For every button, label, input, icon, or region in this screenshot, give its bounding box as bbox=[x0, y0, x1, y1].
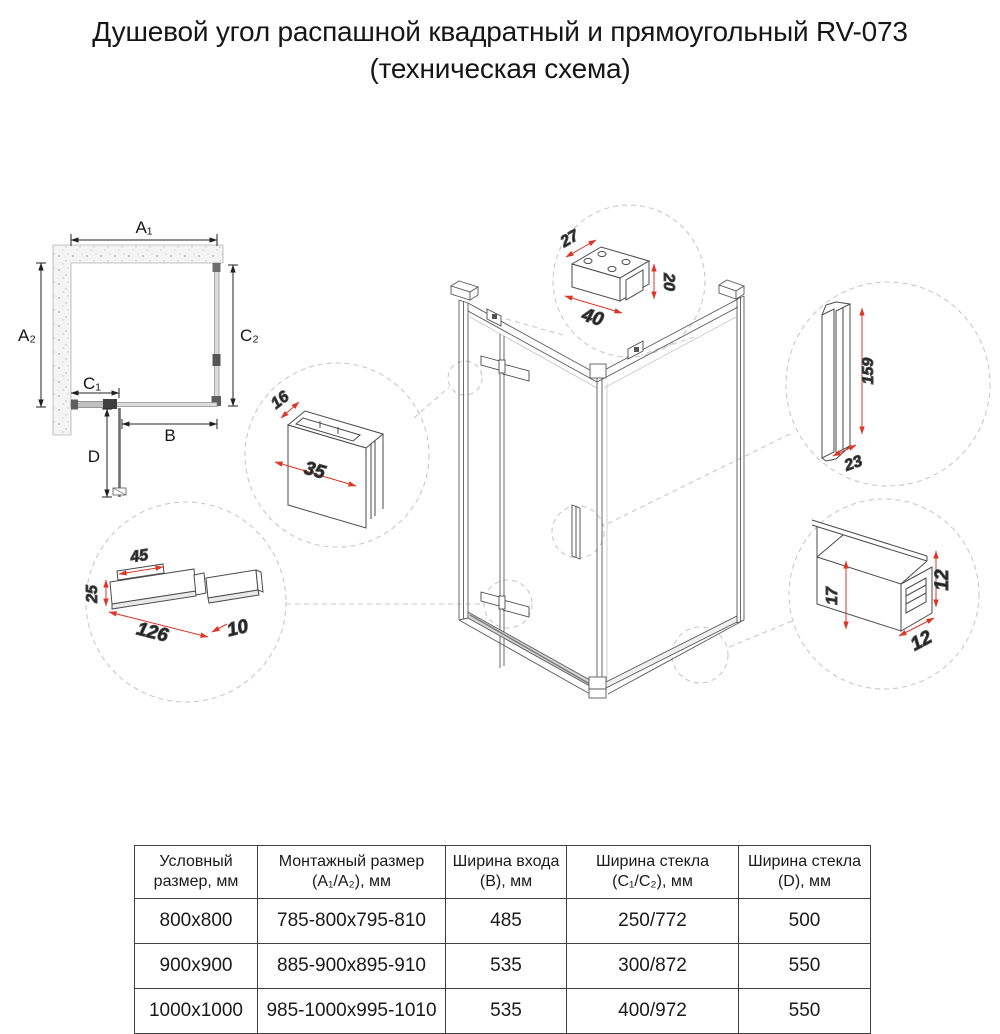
handle-height-dim: 159 bbox=[860, 357, 877, 385]
table-cell: 550 bbox=[739, 989, 871, 1034]
plan-bracket-right bbox=[213, 354, 221, 366]
bracket-depth-dim: 27 bbox=[557, 227, 582, 251]
col-header-entry-width: Ширина входа (B), мм bbox=[446, 846, 567, 899]
hinge-height-dim: 25 bbox=[84, 585, 101, 603]
plan-glass-c2 bbox=[215, 263, 220, 404]
title-line-2: (техническая схема) bbox=[369, 52, 631, 84]
table-row bbox=[135, 989, 871, 1034]
dim-a1-label: A₁ bbox=[135, 218, 153, 237]
plan-hinge-block bbox=[103, 399, 117, 409]
rail-depth-dim: 12 bbox=[907, 626, 936, 656]
plan-wall-profile-top-right bbox=[213, 263, 221, 272]
detail-bottom-rail bbox=[812, 520, 953, 655]
dim-d-label: D bbox=[87, 447, 100, 466]
title-line-1: Душевой угол распашной квадратный и прямоугольный RV-073 bbox=[92, 16, 908, 47]
detail-wall-profile bbox=[268, 388, 383, 528]
hinge-thickness-dim: 10 bbox=[224, 615, 251, 642]
hinge-length-dim: 126 bbox=[134, 618, 171, 647]
table-cell: 535 bbox=[446, 989, 567, 1034]
hinge-plate-width-dim: 45 bbox=[129, 546, 150, 567]
wall-profile-depth-dim: 16 bbox=[267, 388, 293, 413]
dim-c2-label: C₂ bbox=[240, 326, 259, 345]
col-header-nominal-size: Условный размер, мм bbox=[135, 846, 258, 899]
bracket-width-dim: 40 bbox=[579, 304, 606, 331]
plan-wall-profile-left bbox=[71, 400, 78, 410]
col-header-glass-c-width: Ширина стекла (C₁/C₂), мм bbox=[567, 846, 739, 899]
col-header-glass-d-width: Ширина стекла (D), мм bbox=[739, 846, 871, 899]
wall-profile-width-dim: 35 bbox=[301, 457, 328, 484]
table-cell: 485 bbox=[446, 899, 567, 944]
table-cell: 785-800x795-810 bbox=[258, 899, 446, 944]
size-table bbox=[134, 845, 871, 1034]
iso-door-handle bbox=[572, 505, 580, 559]
dim-c1-label: C₁ bbox=[82, 374, 102, 393]
callout-circle-handle-profile bbox=[786, 282, 990, 486]
dim-a2-label: A₂ bbox=[18, 326, 36, 345]
table-cell: 400/972 bbox=[567, 989, 739, 1034]
table-row bbox=[135, 944, 871, 989]
table-cell: 535 bbox=[446, 944, 567, 989]
dim-b-label: B bbox=[164, 426, 176, 445]
detail-hinge bbox=[84, 547, 263, 647]
table-cell: 985-1000x995-1010 bbox=[258, 989, 446, 1034]
col-header-mount-size: Монтажный размер (A₁/A₂), мм bbox=[258, 846, 446, 899]
table-cell: 800x800 bbox=[135, 899, 258, 944]
table-header-row bbox=[135, 846, 871, 899]
table-cell: 500 bbox=[739, 899, 871, 944]
table-cell: 900x900 bbox=[135, 944, 258, 989]
table-cell: 885-900x895-910 bbox=[258, 944, 446, 989]
isometric-glass-fill bbox=[468, 300, 738, 690]
rail-front-height-dim: 17 bbox=[824, 587, 841, 605]
rail-back-height-dim: 12 bbox=[932, 569, 953, 591]
detail-handle-profile bbox=[822, 302, 877, 475]
table-row bbox=[135, 899, 871, 944]
detail-corner-bracket bbox=[557, 227, 677, 331]
plan-view bbox=[18, 218, 259, 497]
table-cell: 300/872 bbox=[567, 944, 739, 989]
handle-depth-dim: 23 bbox=[842, 452, 865, 475]
table-cell: 550 bbox=[739, 944, 871, 989]
bracket-height-dim: 20 bbox=[660, 273, 677, 291]
table-cell: 250/772 bbox=[567, 899, 739, 944]
table-cell: 1000x1000 bbox=[135, 989, 258, 1034]
